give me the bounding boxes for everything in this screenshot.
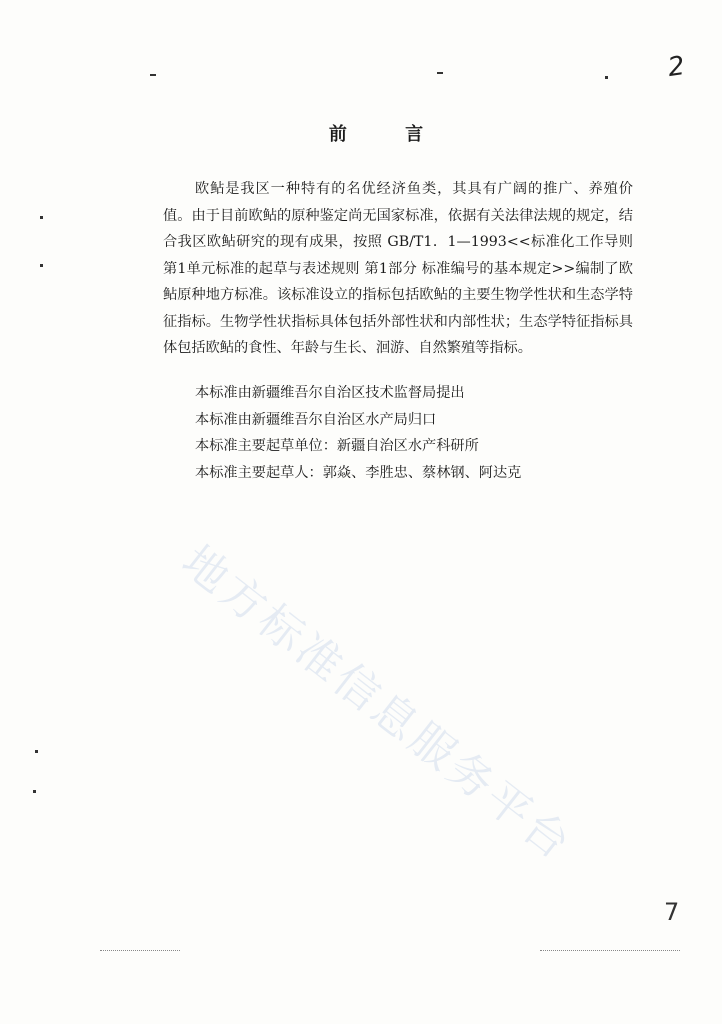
drafters-line: 本标准主要起草人：郭焱、李胜忠、蔡林钢、阿达克 [195, 464, 522, 481]
standard-metadata [195, 380, 521, 486]
scan-dotline [100, 950, 180, 953]
scan-speck [33, 790, 36, 793]
scan-dotline [540, 950, 680, 953]
managed-by-line: 本标准由新疆维吾尔自治区水产局归口 [195, 411, 437, 428]
corner-mark: 7 [664, 898, 680, 926]
scan-speck [40, 264, 43, 267]
page-number: 2 [665, 50, 687, 84]
watermark: 地方标准信息服务平台 [172, 535, 583, 872]
scan-speck [437, 72, 443, 74]
scan-speck [605, 76, 608, 79]
scan-speck [35, 750, 38, 753]
page-title: 前 言 [328, 124, 450, 145]
scan-speck [150, 74, 156, 76]
foreword-paragraph: 欧鲇是我区一种特有的名优经济鱼类，其具有广阔的推广、养殖价值。由于目前欧鲇的原种鉴定尚无国家标准，依据有关法律法规的规定，结合我区欧鲇研究的现有成果，按照 GB/T1．1—1993<<标准化工作导则 第1单元标准的起草与表述规则 第1部分 标准编号的基本规定>>编制了欧鲇原种地方标准。该标准设立的指标包括欧鲇的主要生物学性状和生态学特征指标。生物学性状指标具体包括外部性状和内部性状；生态学特征指标具体包括欧鲇的食性、年龄与生长、洄游、自然繁殖等指标。 [163, 181, 633, 356]
scan-speck [40, 216, 43, 219]
drafting-unit-line: 本标准主要起草单位：新疆自治区水产科研所 [195, 438, 479, 454]
foreword-body [163, 176, 633, 362]
proposed-by-line: 本标准由新疆维吾尔自治区技术监督局提出 [195, 385, 465, 401]
